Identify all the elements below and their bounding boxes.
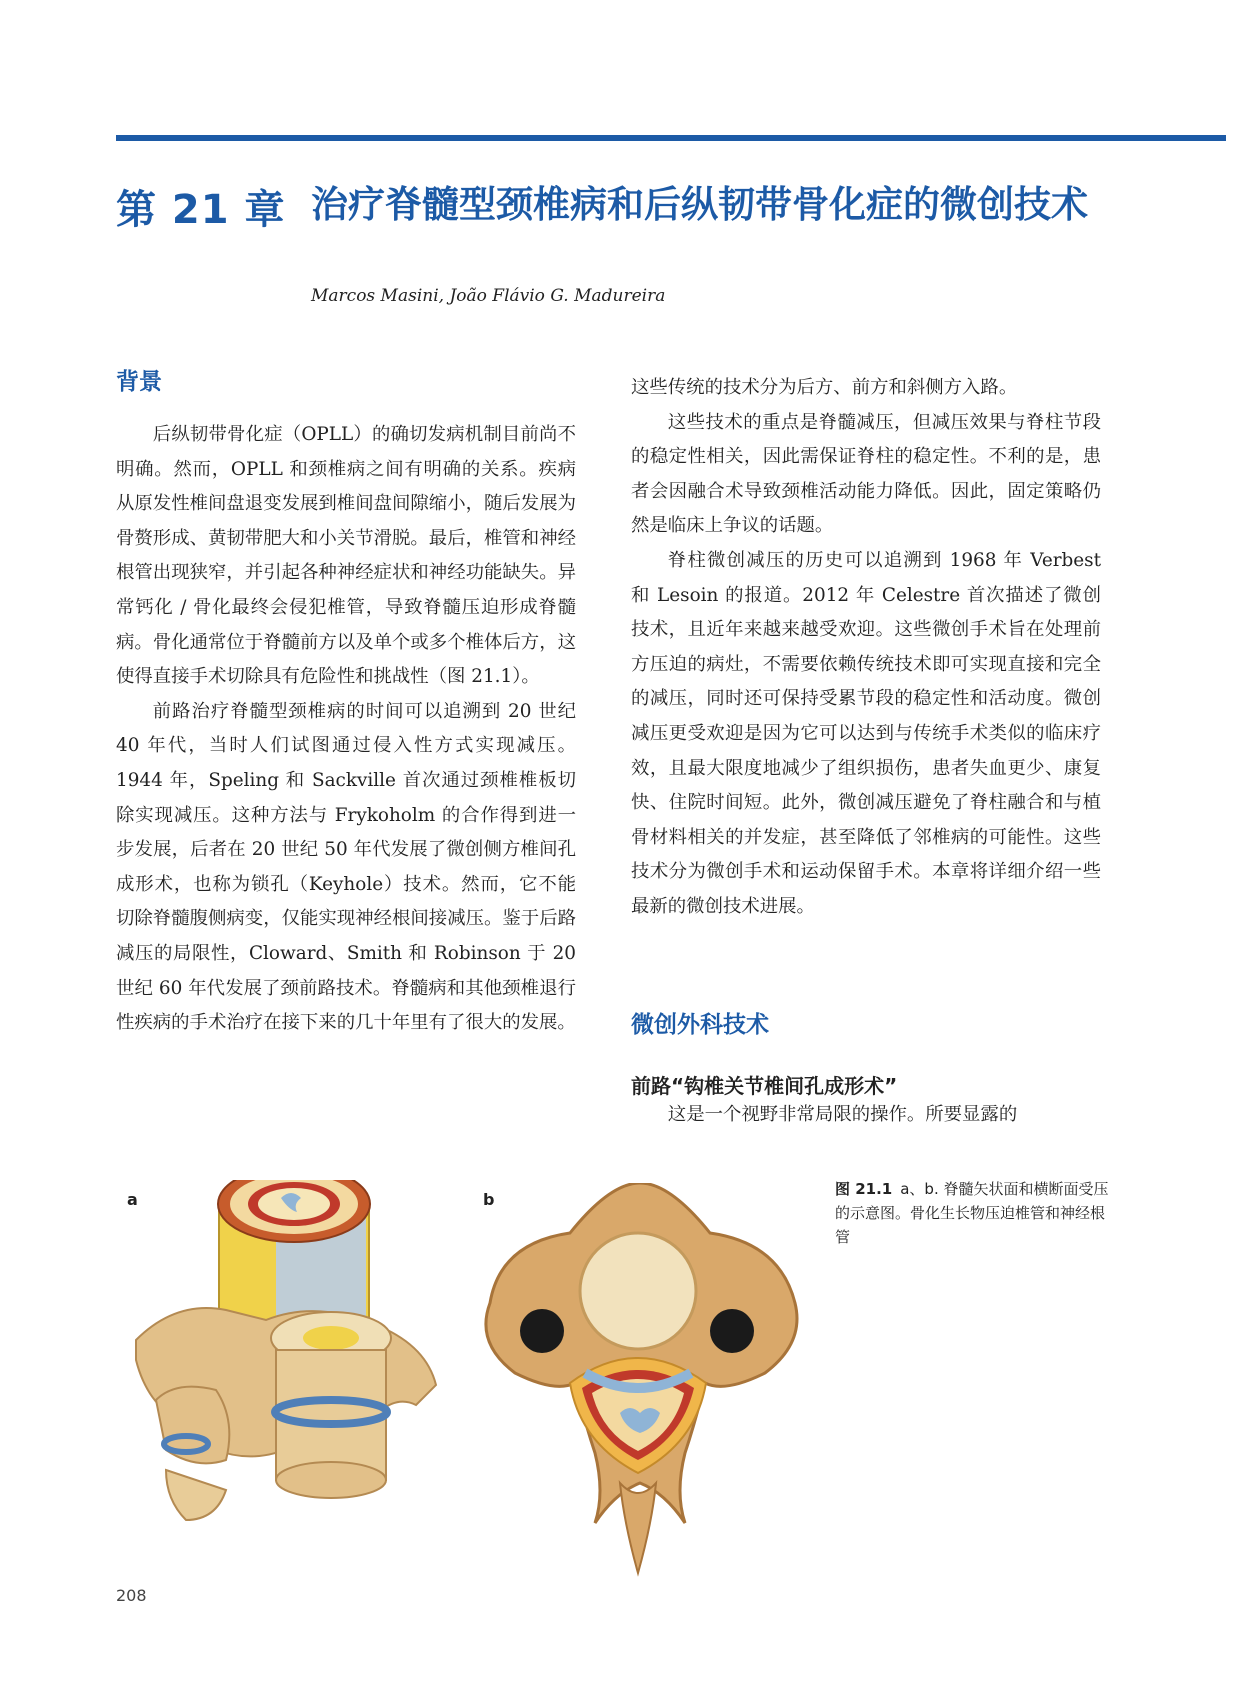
figure-caption-number: 图 21.1	[835, 1180, 893, 1198]
paragraph: 这些技术的重点是脊髓减压，但减压效果与脊柱节段的稳定性相关，因此需保证脊柱的稳定性。不利的是，患者会因融合术导致颈椎活动能力降低。因此，固定策略仍然是临床上争议的话题。	[631, 411, 1101, 537]
figure-a-illustration	[116, 1180, 446, 1525]
figure-label-a: a	[127, 1190, 138, 1209]
paragraph: 前路治疗脊髓型颈椎病的时间可以追溯到 20 世纪 40 年代，当时人们试图通过侵入性方式实现减压。1944 年，Speling 和 Sackville 首次通过颈椎椎板切除实现减压。这种方法与 Frykoholm 的合作得到进一步发展，后者在 20 世纪 50 年代发展了微创侧方椎间孔成形术，也称为锁孔（Keyhole）技术。然而，它不能切除脊髓腹侧病变，仅能实现神经根间接减压。鉴于后路减压的局限性，Cloward、Smith 和 Robinson 于 20 世纪 60 年代发展了颈前路技术。脊髓病和其他颈椎退行性疾病的手术治疗在接下来的几十年里有了很大的发展。	[116, 700, 576, 1034]
paragraph: 后纵韧带骨化症（OPLL）的确切发病机制目前尚不明确。然而，OPLL 和颈椎病之间有明确的关系。疾病从原发性椎间盘退变发展到椎间盘间隙缩小，随后发展为骨赘形成、黄韧带肥大和小关节滑脱。最后，椎管和神经根管出现狭窄，并引起各种神经症状和神经功能缺失。异常钙化 / 骨化最终会侵犯椎管，导致脊髓压迫形成脊髓病。骨化通常位于脊髓前方以及单个或多个椎体后方，这使得直接手术切除具有危险性和挑战性（图 21.1）。	[116, 424, 576, 688]
right-column	[631, 371, 1101, 925]
paragraph: 脊柱微创减压的历史可以追溯到 1968 年 Verbest 和 Lesoin 的报道。2012 年 Celestre 首次描述了微创技术，且近年来越来越受欢迎。这些微创手术旨在处理前方压迫的病灶，不需要依赖传统技术即可实现直接和完全的减压，同时还可保持受累节段的稳定性和活动度。微创减压更受欢迎是因为它可以达到与传统手术类似的临床疗效，且最大限度地减少了组织损伤，患者失血更少、康复快、住院时间短。此外，微创减压避免了脊柱融合和与植骨材料相关的并发症，甚至降低了邻椎病的可能性。这些技术分为微创手术和运动保留手术。本章将详细介绍一些最新的微创技术进展。	[631, 549, 1101, 917]
chapter-title: 治疗脊髓型颈椎病和后纵韧带骨化症的微创技术	[311, 183, 1088, 226]
paragraph: 这是一个视野非常局限的操作。所要显露的	[667, 1104, 1018, 1125]
figure-caption	[835, 1177, 1110, 1249]
chapter-label: 第 21 章	[116, 187, 286, 233]
figure-caption-text: a、b. 脊髓矢状面和横断面受压的示意图。骨化生长物压迫椎管和神经根管	[835, 1180, 1109, 1246]
right-column-bottom	[631, 1098, 1101, 1133]
subsection-heading-anterior: 前路“钩椎关节椎间孔成形术”	[631, 1074, 898, 1098]
paragraph: 这些传统的技术分为后方、前方和斜侧方入路。	[631, 377, 1018, 398]
page-number: 208	[116, 1586, 147, 1605]
left-column	[116, 418, 576, 1041]
authors: Marcos Masini, João Flávio G. Madureira	[311, 286, 666, 306]
section-heading-background: 背景	[116, 369, 162, 395]
figure-b-illustration	[470, 1183, 805, 1578]
section-heading-mis: 微创外科技术	[631, 1012, 769, 1038]
figure-label-b: b	[483, 1190, 495, 1209]
top-rule	[116, 135, 1226, 141]
